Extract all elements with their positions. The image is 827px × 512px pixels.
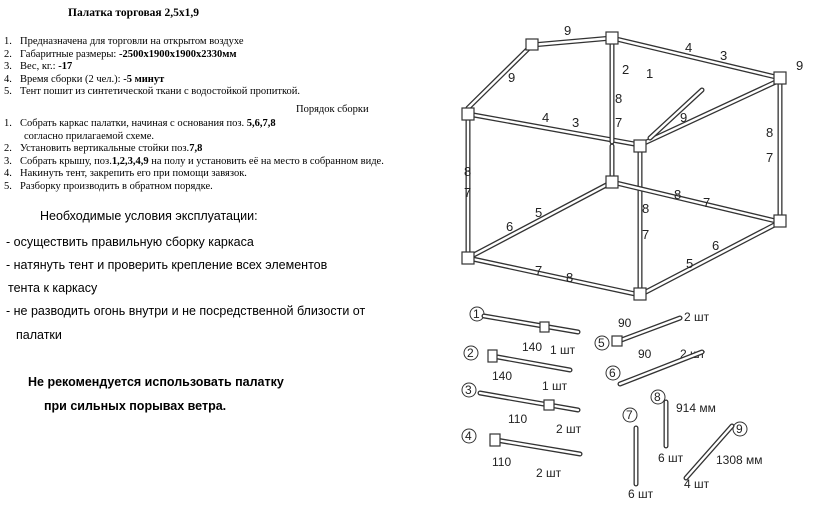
part-qty: 2 шт xyxy=(684,310,710,324)
condition-item: - не разводить огонь внутри и не посредственной близости от xyxy=(6,304,366,318)
frame-label: 9 xyxy=(680,110,688,125)
frame-label: 3 xyxy=(720,48,728,63)
condition-item: - осуществить правильную сборку каркаса xyxy=(6,235,254,249)
parts-legend xyxy=(462,307,763,501)
frame-label: 7 xyxy=(642,227,650,242)
part-number: 9 xyxy=(736,422,743,436)
part-number: 7 xyxy=(626,408,633,422)
spec-item: 2. Габаритные размеры: -2500х1900х1900х2330мм xyxy=(4,48,237,60)
vertical-posts xyxy=(468,84,780,292)
warning-line: Не рекомендуется использовать палатку xyxy=(28,375,284,389)
spec-item: 3. Вес, кг.: -17 xyxy=(4,61,73,72)
part-number: 4 xyxy=(465,429,472,443)
frame-label: 4 xyxy=(685,40,693,55)
frame-label: 7 xyxy=(464,185,472,200)
condition-item-continuation: палатки xyxy=(16,328,62,342)
frame-label: 5 xyxy=(686,256,694,271)
part-number: 2 xyxy=(467,346,474,360)
part-1 xyxy=(470,307,578,357)
frame-label: 6 xyxy=(712,238,720,253)
assembly-step: 2. Установить вертикальные стойки поз.7,8 xyxy=(4,143,203,154)
frame-label: 8 xyxy=(674,187,682,202)
frame-label: 8 xyxy=(642,201,650,216)
part-number: 5 xyxy=(598,336,605,350)
assembly-title: Порядок сборки xyxy=(296,104,369,115)
spec-item: 1. Предназначена для торговли на открытом воздухе xyxy=(4,36,244,47)
frame-label: 3 xyxy=(572,115,580,130)
frame-label: 9 xyxy=(564,23,572,38)
assembly-step-continuation: согласно прилагаемой схеме. xyxy=(24,130,154,142)
part-qty: 2 шт xyxy=(536,466,562,480)
roof-tubes xyxy=(468,38,780,145)
spec-item: 5. Тент пошит из синтетической ткани с водостойкой пропиткой. xyxy=(4,86,301,97)
part-angle: 110 xyxy=(492,455,512,469)
frame-label: 4 xyxy=(542,110,550,125)
part-number: 8 xyxy=(654,390,661,404)
assembly-list xyxy=(0,118,384,193)
specs-list xyxy=(0,36,300,99)
frame-label: 7 xyxy=(535,263,543,278)
frame-label: 7 xyxy=(615,115,623,130)
part-number: 1 xyxy=(473,307,480,321)
base-tubes xyxy=(468,182,780,295)
frame-label: 2 xyxy=(622,62,630,77)
frame-label: 9 xyxy=(508,70,516,85)
frame-label: 1 xyxy=(646,66,654,81)
spec-item: 4. Время сборки (2 чел.): -5 минут xyxy=(4,73,165,85)
part-qty: 1 шт xyxy=(542,379,568,393)
tent-frame-diagram xyxy=(440,0,827,512)
condition-item: - натянуть тент и проверить крепление всех элементов xyxy=(6,258,328,272)
part-qty: 2 шт xyxy=(556,422,582,436)
frame-label: 8 xyxy=(766,125,774,140)
part-6 xyxy=(606,352,702,384)
frame-label: 9 xyxy=(796,58,804,73)
part-angle: 90 xyxy=(638,347,652,361)
part-qty: 6 шт xyxy=(658,451,684,465)
part-angle: 90 xyxy=(618,316,632,330)
condition-item-continuation: тента к каркасу xyxy=(8,281,98,295)
frame-drawing xyxy=(462,23,803,300)
part-angle: 110 xyxy=(508,412,528,426)
frame-label: 7 xyxy=(766,150,774,165)
part-angle: 140 xyxy=(522,340,543,354)
page-title: Палатка торговая 2,5х1,9 xyxy=(68,7,200,19)
warning-line: при сильных порывах ветра. xyxy=(44,399,227,413)
part-number: 6 xyxy=(609,366,616,380)
part-qty: 6 шт xyxy=(628,487,654,501)
part-9 xyxy=(684,422,763,491)
conditions-title: Необходимые условия эксплуатации: xyxy=(40,209,258,223)
frame-label: 8 xyxy=(464,164,472,179)
assembly-step: 5. Разборку производить в обратном порядке. xyxy=(4,180,213,192)
frame-label: 5 xyxy=(535,205,543,220)
part-qty: 2 шт xyxy=(680,347,706,361)
part-angle: 140 xyxy=(492,369,513,383)
part-qty: 4 шт xyxy=(684,477,710,491)
part-4 xyxy=(462,429,580,480)
assembly-step: 3. Собрать крышу, поз.1,2,3,4,9 на полу и установить её на место в собранном виде. xyxy=(4,155,384,167)
assembly-step: 1. Собрать каркас палатки, начиная с основания поз. 5,6,7,8 xyxy=(4,118,276,129)
part-qty: 1 шт xyxy=(550,343,576,357)
frame-label: 7 xyxy=(703,195,711,210)
part-length: 914 мм xyxy=(676,401,716,415)
frame-label: 6 xyxy=(506,219,514,234)
part-number: 3 xyxy=(465,383,472,397)
frame-label: 8 xyxy=(615,91,623,106)
frame-label: 8 xyxy=(566,270,574,285)
part-7 xyxy=(623,408,654,501)
assembly-step: 4. Накинуть тент, закрепить его при помощи завязок. xyxy=(4,168,247,179)
part-length: 1308 мм xyxy=(716,453,763,467)
